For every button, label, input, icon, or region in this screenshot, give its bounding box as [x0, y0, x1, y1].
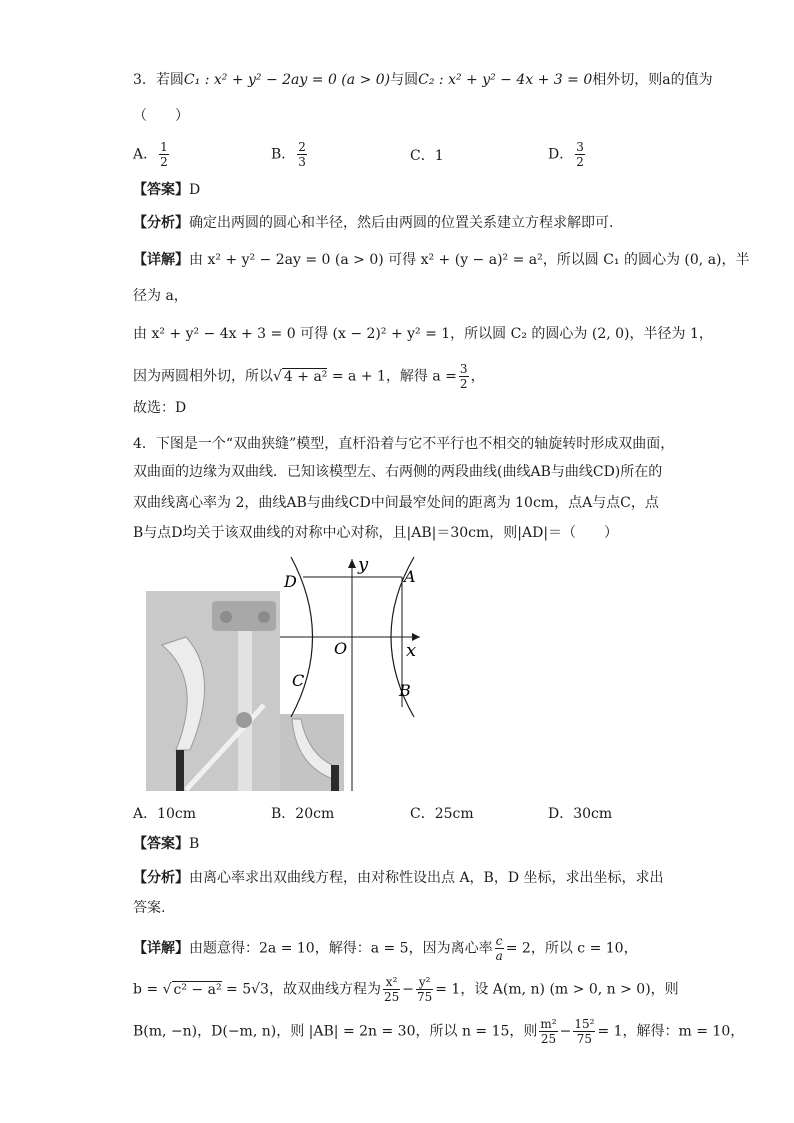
q3-stem: 3．若圆C₁ : x² + y² − 2ay = 0 (a > 0)与圆C₂ : x² + y² − 4x + 3 = 0相外切，则a的值为: [133, 72, 713, 88]
q4-stem-line-4: B与点D均关于该双曲线的对称中心对称，且|AB|＝30cm，则|AD|＝（ ）: [133, 525, 619, 541]
q3-detail-line-1: 【详解】由 x² + y² − 2ay = 0 (a > 0) 可得 x² + (y − a)² = a²，所以圆 C₁ 的圆心为 (0, a)，半: [133, 252, 750, 268]
q4-option-c: C．25cm: [410, 806, 474, 822]
q4-analysis-line-2: 答案.: [133, 900, 166, 916]
q4-detail-line-2: b = √ c² − a² = 5√3，故双曲线方程为 $\frac{\text{x²}}{25}$ − $\frac{\text{y²}}{75}$ = 1，设 A(m, n) (m > 0, n > 0)，则: [133, 975, 679, 1004]
label-a: A: [404, 567, 416, 586]
q4-option-b: B．20cm: [271, 806, 335, 822]
q4-detail-line-3: B(m, −n)，D(−m, n)，则 |AB| = 2n = 30，所以 n = 15，则 $\frac{\text{m²}}{25}$ − $\frac{\text{15²}}{75}$ = 1，解得：m = 10，: [133, 1017, 745, 1046]
q4-option-d: D．30cm: [548, 806, 613, 822]
q3-c2-equation: C₂ : x² + y² − 4x + 3 = 0: [418, 72, 593, 88]
hyperbolic-slit-diagram: [146, 555, 436, 795]
q3-detail-line-4: 因为两圆相外切，所以√ 4 + a² = a + 1，解得 a = $\frac{3}{2}$ ，: [133, 362, 485, 391]
q3-answer: 【答案】D: [133, 182, 201, 198]
q3-paren: （ ）: [133, 108, 189, 124]
q4-stem-line-3: 双曲线离心率为 2，曲线AB与曲线CD中间最窄处间的距离为 10cm，点A与点C，点: [133, 495, 659, 511]
q4-detail-line-1: 【详解】由题意得：2a = 10，解得：a = 5，因为离心率 $\frac{c}{a}$ = 2，所以 c = 10，: [133, 934, 638, 963]
pivot: [236, 712, 252, 728]
hyperbolic-slit-figure: [146, 555, 436, 795]
label-b: B: [399, 681, 411, 700]
q4-stem-line-2: 双曲面的边缘为双曲线．已知该模型左、右两侧的两段曲线(曲线AB与曲线CD)所在的: [133, 464, 663, 480]
q3-analysis: 【分析】确定出两圆的圆心和半径，然后由两圆的位置关系建立方程求解即可.: [133, 215, 614, 231]
q3-detail-line-2: 径为 a，: [133, 288, 188, 304]
q4-stem-line-1: 4．下图是一个“双曲狭缝”模型，直杆沿着与它不平行也不相交的轴旋转时形成双曲面，: [133, 436, 675, 452]
model-upright: [238, 631, 252, 791]
q3-conclusion: 故选：D: [133, 400, 187, 416]
bolt-left: [220, 611, 232, 623]
label-x: x: [406, 640, 417, 661]
post-left: [176, 750, 184, 791]
label-c: C: [292, 671, 305, 690]
post-right: [331, 765, 339, 791]
q3-option-c: C．1: [410, 148, 444, 164]
bolt-right: [258, 611, 270, 623]
label-o: O: [334, 639, 348, 658]
q3-option-d: D． $\frac{3}{2}$: [548, 140, 584, 169]
q4-answer: 【答案】B: [133, 836, 200, 852]
q3-c1-equation: C₁ : x² + y² − 2ay = 0 (a > 0): [183, 72, 391, 88]
label-y: y: [358, 555, 369, 575]
label-d: D: [284, 572, 297, 591]
q3-option-b: B． $\frac{2}{3}$: [271, 140, 306, 169]
q3-option-a: A． $\frac{1}{2}$: [133, 140, 168, 169]
q4-analysis-line-1: 【分析】由离心率求出双曲线方程，由对称性设出点 A，B，D 坐标，求出坐标，求出: [133, 870, 664, 886]
q4-option-a: A．10cm: [133, 806, 197, 822]
q3-detail-line-3: 由 x² + y² − 4x + 3 = 0 可得 (x − 2)² + y² = 1，所以圆 C₂ 的圆心为 (2, 0)，半径为 1，: [133, 326, 713, 342]
